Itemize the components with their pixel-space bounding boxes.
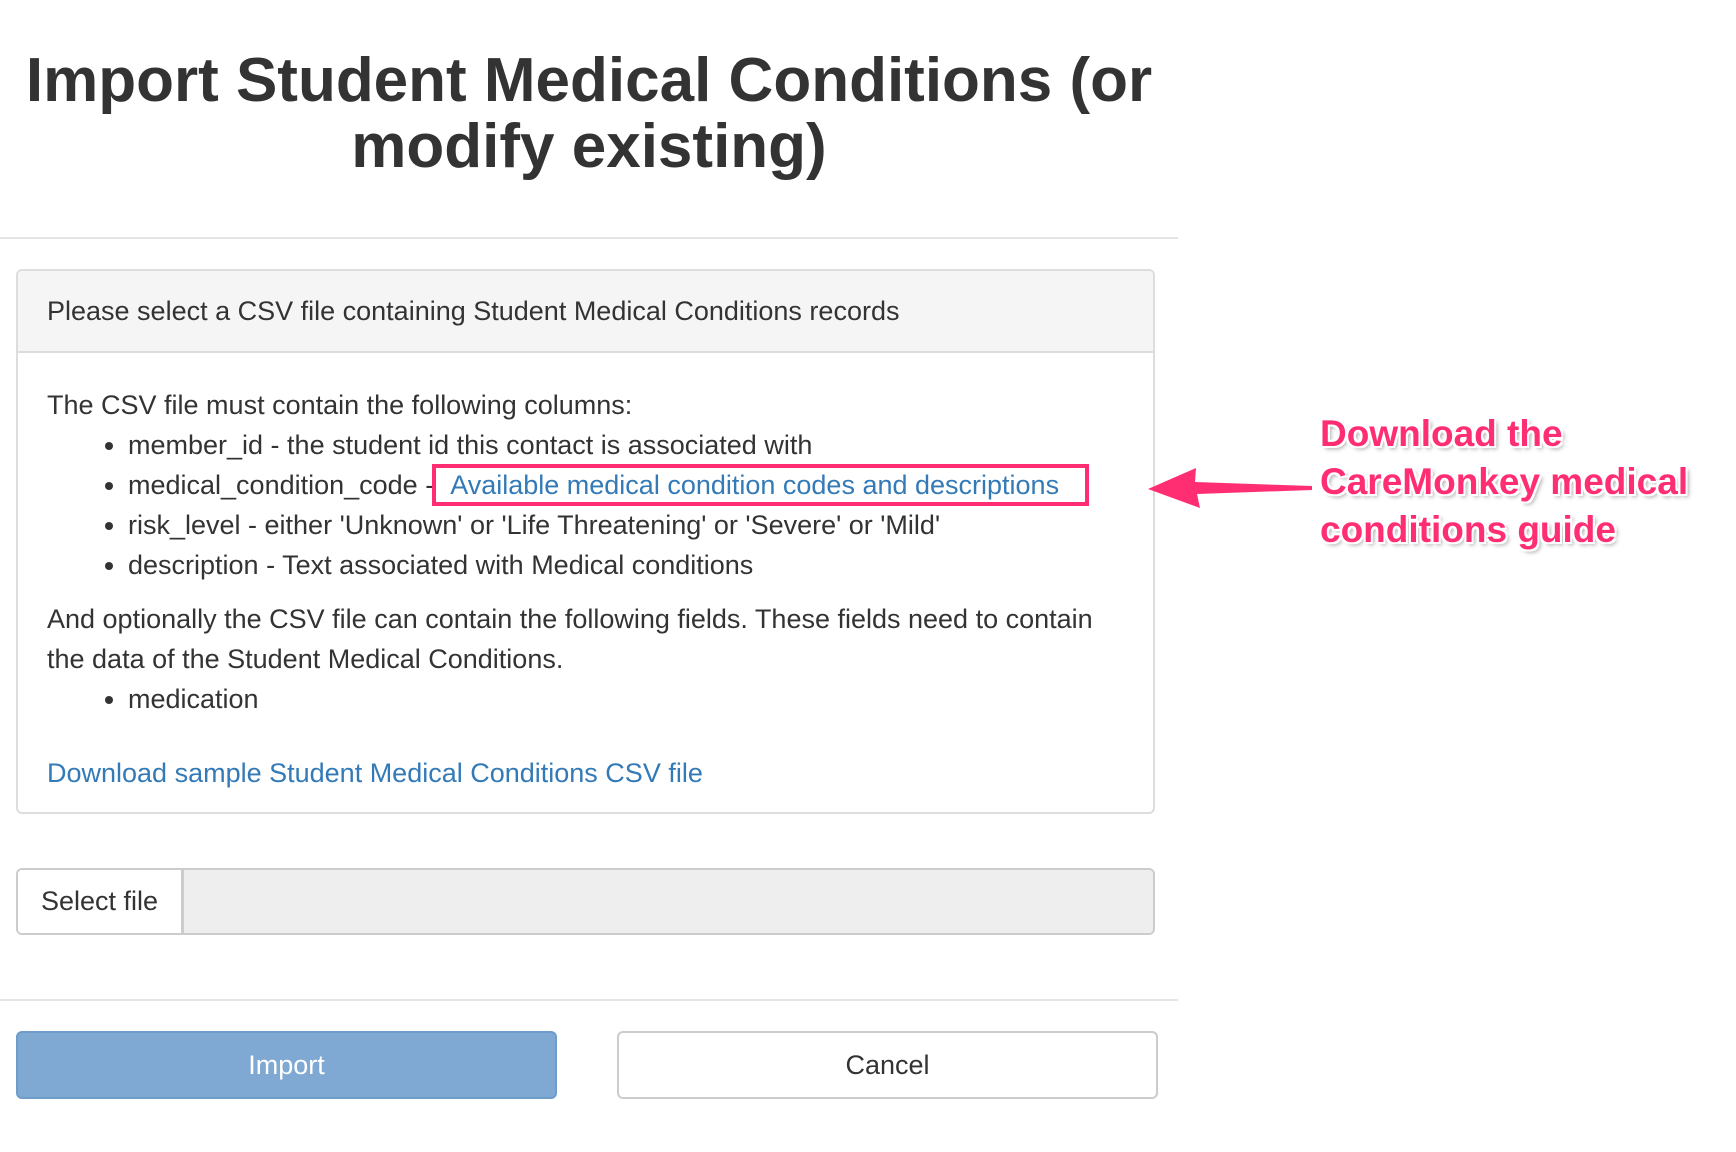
column-description: • description - Text associated with Medical conditions — [128, 545, 1124, 585]
optional-field-medication: • medication — [128, 679, 1124, 719]
selected-file-field[interactable] — [184, 870, 1153, 933]
column-medical-condition-code-label: medical_condition_code - — [128, 470, 435, 500]
download-sample-csv-link[interactable]: Download sample Student Medical Conditions CSV file — [47, 758, 703, 788]
column-medical-condition-code — [128, 465, 1124, 505]
footer-divider — [0, 999, 1178, 1001]
annotation-arrow-icon — [1140, 450, 1315, 520]
instructions-panel — [16, 269, 1155, 814]
column-risk-level: • risk_level - either 'Unknown' or 'Life Threatening' or 'Severe' or 'Mild' — [128, 505, 1124, 545]
column-member-id: • member_id - the student id this contact is associated with — [128, 425, 1124, 465]
file-picker — [16, 868, 1155, 935]
optional-fields-intro: And optionally the CSV file can contain the following fields. These fields need to contain the data of the Student Medical Conditions. — [47, 604, 1093, 674]
required-columns-list — [47, 425, 1124, 585]
panel-heading: Please select a CSV file containing Student Medical Conditions records — [18, 271, 1153, 353]
columns-intro: The CSV file must contain the following columns: — [47, 390, 633, 420]
header-divider — [0, 237, 1178, 239]
annotation-callout: Download the CareMonkey medical conditions guide — [1320, 413, 1689, 550]
condition-codes-link[interactable]: Available medical condition codes and descriptions — [436, 468, 1085, 502]
optional-fields-list — [47, 679, 1124, 719]
import-button[interactable]: Import — [16, 1031, 557, 1099]
select-file-button[interactable]: Select file — [18, 870, 184, 933]
panel-body — [18, 353, 1153, 793]
page-title: Import Student Medical Conditions (or modify existing) — [25, 46, 1153, 181]
cancel-button[interactable]: Cancel — [617, 1031, 1158, 1099]
